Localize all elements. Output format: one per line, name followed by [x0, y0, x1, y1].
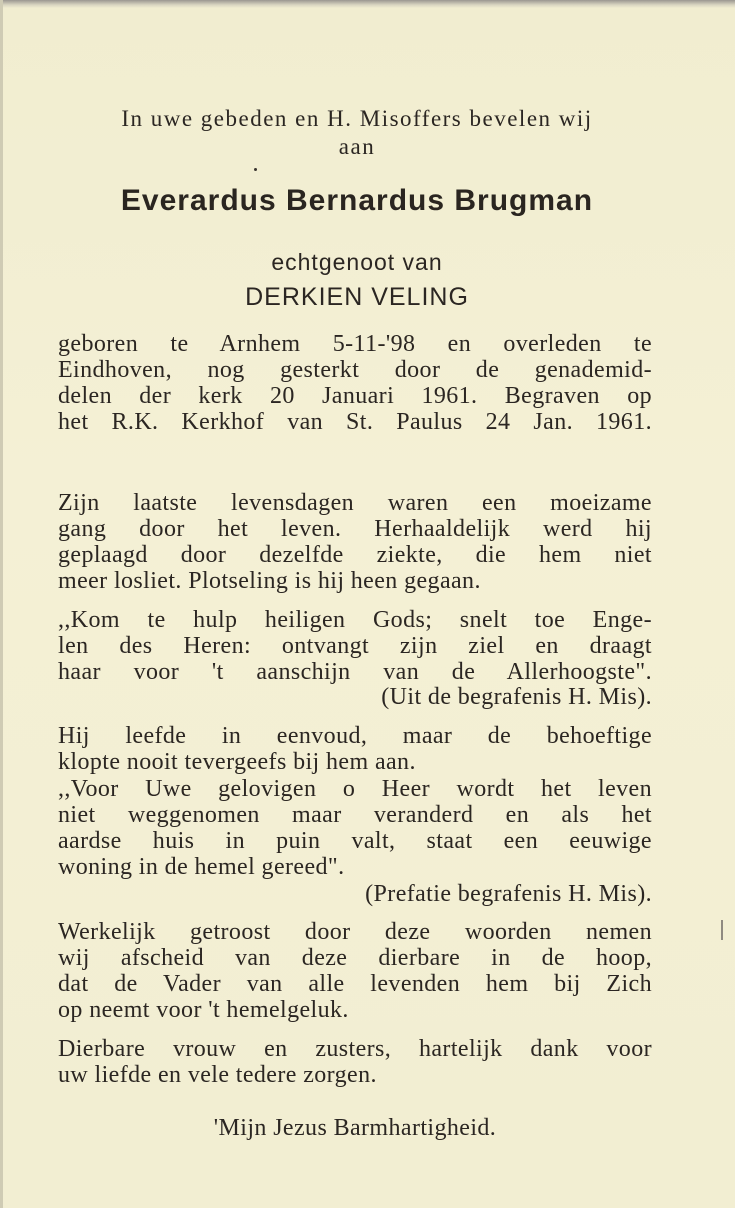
para1-line: geplaagd door dezelfde ziekte, die hem niet: [58, 542, 652, 568]
para4-line: Dierbare vrouw en zusters, hartelijk dank voor: [58, 1036, 652, 1062]
quote2-line: ,,Voor Uwe gelovigen o Heer wordt het leven: [58, 776, 652, 802]
para3-line: op neemt voor 't hemelgeluk.: [58, 997, 349, 1023]
para2-line: Hij leefde in eenvoud, maar de behoeftige: [58, 723, 652, 749]
quote1-source: (Uit de begrafenis H. Mis).: [381, 684, 652, 710]
bio-line: het R.K. Kerkhof van St. Paulus 24 Jan. 1961.: [58, 409, 652, 435]
ornament-dot: [254, 168, 257, 171]
bio-line: delen der kerk 20 Januari 1961. Begraven op: [58, 383, 652, 409]
para3-line: wij afscheid van deze dierbare in de hoop,: [58, 945, 652, 971]
card-top-edge: [0, 0, 735, 8]
para2-line: klopte nooit tevergeefs bij hem aan.: [58, 749, 416, 775]
para1-line: meer losliet. Plotseling is hij heen gegaan.: [58, 568, 481, 594]
spouse-label: echtgenoot van: [271, 249, 443, 275]
bio-line: Eindhoven, nog gesterkt door de genademid-: [58, 357, 652, 383]
deceased-name: Everardus Bernardus Brugman: [120, 184, 594, 217]
para3-line: Werkelijk getroost door deze woorden nemen: [58, 919, 652, 945]
closing-prayer: 'Mijn Jezus Barmhartigheid.: [213, 1115, 497, 1141]
quote1-line: haar voor 't aanschijn van de Allerhoogste".: [58, 659, 652, 685]
para4-line: uw liefde en vele tedere zorgen.: [58, 1062, 377, 1088]
quote2-line: aardse huis in puin valt, staat een eeuwige: [58, 828, 652, 854]
quote2-line: niet weggenomen maar veranderd en als het: [58, 802, 652, 828]
para1-line: gang door het leven. Herhaaldelijk werd hij: [58, 516, 652, 542]
quote2-source: (Prefatie begrafenis H. Mis).: [365, 881, 652, 907]
header-line-1: In uwe gebeden en H. Misoffers bevelen wij: [121, 106, 593, 131]
paper-mark: [721, 920, 723, 940]
quote1-line: len des Heren: ontvangt zijn ziel en draagt: [58, 633, 652, 659]
para3-line: dat de Vader van alle levenden hem bij Zich: [58, 971, 652, 997]
para1-line: Zijn laatste levensdagen waren een moeizame: [58, 490, 652, 516]
bio-line: geboren te Arnhem 5-11-'98 en overleden te: [58, 331, 652, 357]
spouse-name: DERKIEN VELING: [245, 283, 469, 311]
quote1-line: ,,Kom te hulp heiligen Gods; snelt toe Enge-: [58, 607, 652, 633]
card-left-edge: [0, 0, 3, 1208]
header-line-2: aan: [338, 134, 376, 159]
quote2-line: woning in de hemel gereed".: [58, 854, 345, 880]
